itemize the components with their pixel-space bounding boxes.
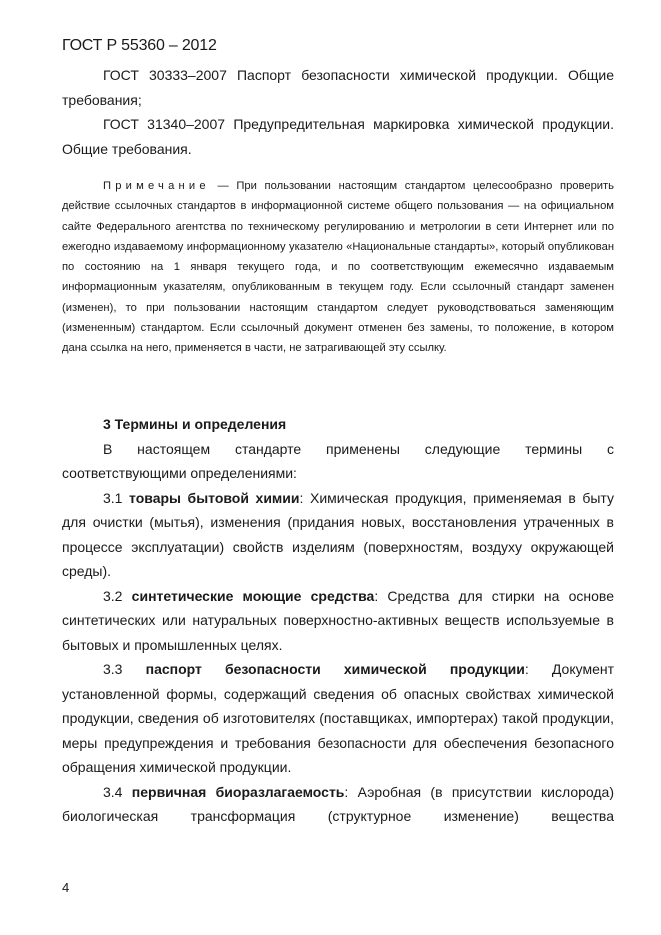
section-heading: 3 Термины и определения	[103, 416, 287, 432]
note-paragraph	[62, 176, 614, 359]
section-terms	[62, 412, 614, 829]
term-entry	[62, 657, 614, 780]
term-title: синтетические моющие средства	[131, 587, 375, 604]
term-number: 3.4	[103, 783, 132, 800]
note-label: Примечание	[103, 180, 210, 192]
section-intro: В настоящем стандарте применены следующие термины с соответствующими определениями:	[62, 440, 614, 481]
term-title: паспорт безопасности химической продукции	[145, 661, 525, 677]
page-number: 4	[62, 880, 70, 895]
term-title: первичная биоразлагаемость	[131, 783, 345, 800]
term-number: 3.1	[103, 489, 130, 506]
reference-item: ГОСТ 31340–2007 Предупредительная маркировка химической продукции. Общие требования.	[62, 116, 614, 157]
term-definition: : Аэробная (в присутствии кислорода) биологическая трансформация (структурное изменение) вещества	[62, 783, 614, 824]
term-definition: : Документ установленной формы, содержащий сведения об опасных свойствах химической продукции, сведения об изготовителях (поставщиках, импортерах) такой продукции, меры предупреждения и требования безопасности для обеспечения безопасного обращения химической продукции.	[62, 661, 615, 775]
note-text: — При пользовании настоящим стандартом целесообразно проверить действие ссылочных стандартов в информационной системе общего пользования — на официальном сайте Федерального агентства по техническому регулированию и метрологии в сети Интернет или по ежегодно издаваемому информационному указателю «Национальные стандарты», который опубликован по состоянию на 1 января текущего года, и по соответствующим ежемесячно издаваемым информационным указателям, опубликованным в текущем году. Если ссылочный стандарт заменен (изменен), то при пользовании настоящим стандартом следует руководствоваться заменяющим (измененным) стандартом. Если ссылочный документ отменен без замены, то положение, в котором дана ссылка на него, применяется в части, не затрагивающей эту ссылку.	[62, 180, 614, 355]
term-title: товары бытовой химии	[129, 489, 300, 506]
term-number: 3.3	[103, 661, 146, 677]
term-entry	[62, 584, 614, 658]
reference-item: ГОСТ 30333–2007 Паспорт безопасности химической продукции. Общие требования;	[62, 67, 614, 108]
note-block	[62, 176, 614, 359]
document-header: ГОСТ Р 55360 – 2012	[62, 37, 217, 54]
term-definition: : Химическая продукция, применяемая в быту для очистки (мытья), изменения (придания новых, восстановления утраченных в процессе эксплуатации) свойств изделиям (поверхностям, воздуху окружающей среды).	[62, 489, 614, 579]
term-entry	[62, 486, 614, 584]
references-list	[62, 63, 614, 161]
term-definition: : Средства для стирки на основе синтетических или натуральных поверхностно-активных веществ используемые в бытовых и промышленных целях.	[62, 587, 615, 653]
term-entry	[62, 780, 614, 829]
term-number: 3.2	[103, 587, 132, 604]
